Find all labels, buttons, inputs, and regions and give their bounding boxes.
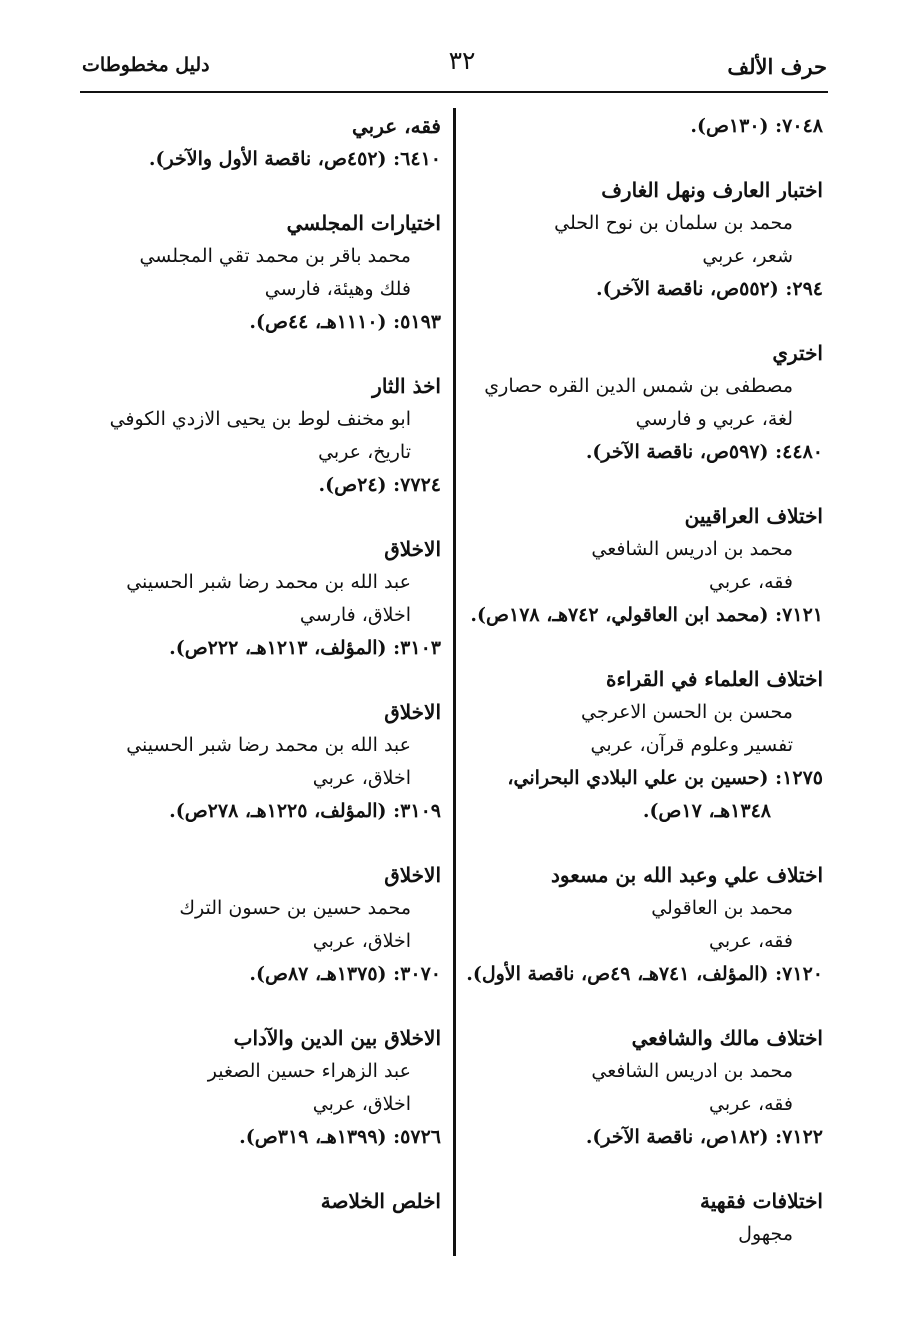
entry-subject: شعر، عربي	[702, 245, 793, 267]
catalog-entry	[81, 1022, 441, 1154]
left-column	[81, 110, 441, 1218]
section-title: حرف الألف	[727, 54, 827, 79]
entry-reference-continued: ١٣٤٨هـ، ١٧ص).	[642, 800, 771, 822]
entry-title: اختلاف مالك والشافعي	[631, 1026, 823, 1050]
entry-author: محمد بن ادريس الشافعي	[591, 1060, 793, 1082]
entry-title: اختلاف العلماء في القراءة	[606, 667, 823, 691]
catalog-entry	[473, 337, 823, 469]
entry-reference: ٣١٠٩: (المؤلف، ١٢٢٥هـ، ٢٧٨ص).	[169, 800, 441, 822]
entry-reference: ٧١٢٢: (١٨٢ص، ناقصة الآخر).	[585, 1126, 823, 1148]
catalog-entry	[466, 859, 823, 991]
catalog-entry	[473, 174, 823, 306]
catalog-entry	[473, 663, 823, 828]
entry-reference: ٥٧٢٦: (١٣٩٩هـ، ٣١٩ص).	[239, 1126, 441, 1148]
entry-reference: ٧١٢١: (محمد ابن العاقولي، ٧٤٢هـ، ١٧٨ص).	[470, 604, 823, 626]
entry-subject: تفسير وعلوم قرآن، عربي	[590, 734, 793, 756]
entry-subject: اخلاق، عربي	[312, 767, 411, 789]
entry-subject: فقه، عربي	[351, 114, 441, 138]
entry-author: ابو مخنف لوط بن يحيى الازدي الكوفي	[109, 408, 411, 430]
entry-title: اختيارات المجلسي	[286, 211, 441, 235]
entry-reference: ٦٤١٠: (٤٥٢ص، ناقصة الأول والآخر).	[148, 148, 441, 170]
entry-reference: ٧٧٢٤: (٢٤ص).	[318, 474, 441, 496]
entry-reference: ٤٤٨٠: (٥٩٧ص، ناقصة الآخر).	[585, 441, 823, 463]
entry-subject: لغة، عربي و فارسي	[635, 408, 793, 430]
entry-title: اختلافات فقهية	[700, 1189, 823, 1213]
entry-title: اختري	[772, 341, 823, 365]
entry-author: عبد الله بن محمد رضا شبر الحسيني	[126, 734, 411, 756]
entry-author: محمد باقر بن محمد تقي المجلسي	[139, 245, 411, 267]
header-rule	[80, 91, 828, 93]
entry-author: عبد الله بن محمد رضا شبر الحسيني	[126, 571, 411, 593]
entry-author: مجهول	[738, 1223, 793, 1245]
catalog-entry	[81, 370, 441, 502]
entry-reference: ٧١٢٠: (المؤلف، ٧٤١هـ، ٤٩ص، ناقصة الأول).	[466, 963, 823, 985]
catalog-entry	[473, 1022, 823, 1154]
entry-title: الاخلاق	[384, 863, 441, 887]
entry-reference: ٢٩٤: (٥٥٢ص، ناقصة الآخر).	[596, 278, 823, 300]
right-column	[466, 110, 823, 1251]
entry-author: محسن بن الحسن الاعرجي	[581, 701, 793, 723]
entry-author: محمد حسين بن حسون الترك	[179, 897, 411, 919]
catalog-entry	[473, 1185, 823, 1251]
entry-subject: اخلاق، عربي	[312, 1093, 411, 1115]
catalog-entry	[81, 110, 441, 176]
entry-subject: اخلاق، عربي	[312, 930, 411, 952]
catalog-entry	[81, 696, 441, 828]
entry-subject: اخلاق، فارسي	[299, 604, 411, 626]
entry-title: اختلاف علي وعبد الله بن مسعود	[550, 863, 823, 887]
catalog-entry	[81, 1185, 441, 1218]
catalog-entry	[473, 110, 823, 143]
entry-subject: تاريخ، عربي	[318, 441, 411, 463]
entry-reference: ٧٠٤٨: (١٣٠ص).	[690, 115, 823, 137]
entry-reference: ١٢٧٥: (حسين بن علي البلادي البحراني،	[507, 767, 823, 789]
entry-title: الاخلاق بين الدين والآداب	[233, 1026, 441, 1050]
entry-title: الاخلاق	[384, 700, 441, 724]
entry-subject: فقه، عربي	[709, 571, 793, 593]
entry-subject: فقه، عربي	[709, 930, 793, 952]
entry-author: عبد الزهراء حسين الصغير	[207, 1060, 411, 1082]
entry-author: محمد بن سلمان بن نوح الحلي	[554, 212, 793, 234]
catalog-entry	[81, 533, 441, 665]
entry-title: اخلص الخلاصة	[320, 1189, 441, 1213]
entry-author: مصطفى بن شمس الدين القره حصاري	[484, 375, 793, 397]
entry-reference: ٣١٠٣: (المؤلف، ١٢١٣هـ، ٢٢٢ص).	[169, 637, 441, 659]
catalog-entry	[81, 859, 441, 991]
catalog-entry	[470, 500, 823, 632]
entry-subject: فلك وهيئة، فارسي	[264, 278, 411, 300]
entry-author: محمد بن العاقولي	[651, 897, 793, 919]
entry-reference: ٥١٩٣: (١١١٠هـ، ٤٤ص).	[249, 311, 441, 333]
page-header	[82, 40, 827, 90]
catalog-entry	[81, 207, 441, 339]
column-divider	[453, 108, 456, 1256]
book-title: دليل مخطوطات	[82, 54, 210, 76]
entry-title: اخذ الثار	[372, 374, 441, 398]
entry-reference: ٣٠٧٠: (١٣٧٥هـ، ٨٧ص).	[249, 963, 441, 985]
entry-author: محمد بن ادريس الشافعي	[591, 538, 793, 560]
entry-subject: فقه، عربي	[709, 1093, 793, 1115]
entry-title: اختبار العارف ونهل الغارف	[601, 178, 823, 202]
entry-title: اختلاف العراقيين	[684, 504, 823, 528]
page-number: ٣٢	[448, 46, 476, 75]
entry-title: الاخلاق	[384, 537, 441, 561]
